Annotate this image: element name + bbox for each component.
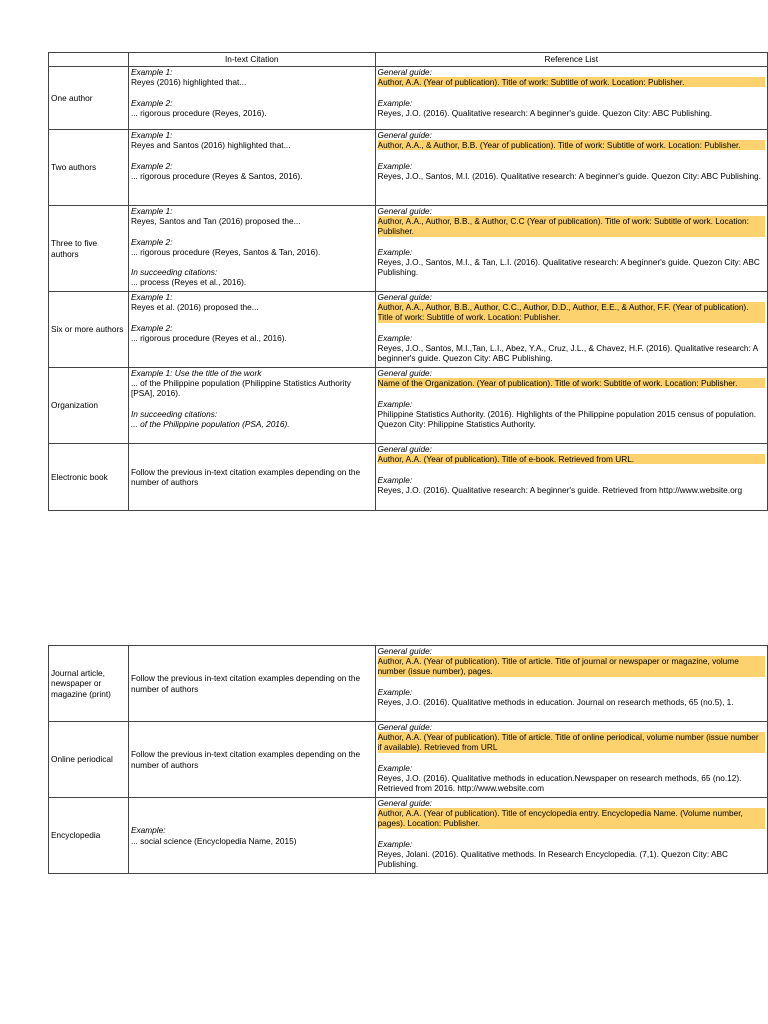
- label-line: Example:: [377, 838, 413, 849]
- table-row: [49, 67, 768, 130]
- intext-cell: [128, 368, 375, 444]
- line-spacer: [131, 399, 373, 409]
- reference-cell: [375, 130, 767, 206]
- table-row: [49, 206, 768, 292]
- label-line: Example:: [377, 474, 413, 485]
- line-spacer: [131, 87, 373, 97]
- row-category: One author: [49, 67, 129, 130]
- label-line: General guide:: [377, 722, 432, 732]
- label-line: Example:: [377, 97, 413, 108]
- intext-cell: [128, 798, 375, 874]
- text-line: ... rigorous procedure (Reyes & Santos, 2016).: [130, 170, 303, 181]
- highlighted-format-line: Author, A.A., & Author, B.B. (Year of publication). Title of work: Subtitle of work. Location: Publisher.: [378, 140, 765, 150]
- text-line: Reyes, J.O. (2016). Qualitative research: A beginner's guide. Quezon City: ABC Publishing.: [377, 107, 713, 118]
- line-spacer: [131, 150, 373, 160]
- row-category: Two authors: [49, 130, 129, 206]
- line-spacer: [378, 87, 765, 97]
- text-line: Reyes, J.O. (2016). Qualitative methods in education. Journal on research methods, 65 (no.5), 1.: [377, 697, 734, 707]
- text-line: ... rigorous procedure (Reyes, Santos & Tan, 2016).: [130, 246, 321, 257]
- label-line: Example 1: Use the title of the work: [130, 368, 262, 378]
- highlighted-format-line: Author, A.A. (Year of publication). Title of article. Title of online periodical, volume number (issue number if available). Retrieved from URL: [378, 732, 765, 752]
- intext-cell: [128, 444, 375, 511]
- row-category: Electronic book: [49, 444, 129, 511]
- reference-cell: [375, 646, 767, 722]
- text-line: ... process (Reyes et al., 2016).: [130, 277, 247, 288]
- text-line: Follow the previous in-text citation examples depending on the number of authors: [130, 673, 361, 694]
- citation-table-bottom: [48, 645, 768, 874]
- text-line: Reyes, Jolani. (2016). Qualitative methods. In Research Encyclopedia. (7,1). Quezon City: ABC Publishing.: [377, 849, 729, 870]
- text-line: Reyes (2016) highlighted that...: [130, 77, 247, 88]
- header-reference: Reference List: [375, 53, 767, 67]
- label-line: Example:: [377, 246, 413, 257]
- text-line: Reyes and Santos (2016) highlighted that...: [130, 140, 291, 151]
- row-category: Journal article, newspaper or magazine (print): [49, 646, 129, 722]
- row-category: Three to five authors: [49, 206, 129, 292]
- intext-cell: [128, 67, 375, 130]
- intext-cell: [128, 206, 375, 292]
- highlighted-format-line: Author, A.A., Author, B.B., & Author, C.C (Year of publication). Title of work: Subtitle of work. Location: Publisher.: [378, 216, 765, 236]
- label-line: Example 1:: [130, 130, 173, 140]
- reference-cell: [375, 67, 767, 130]
- label-line: Example:: [377, 762, 413, 773]
- line-spacer: [378, 237, 765, 247]
- reference-cell: [375, 368, 767, 444]
- label-line: Example:: [377, 686, 413, 697]
- table-row: [49, 444, 768, 511]
- label-line: Example 2:: [130, 236, 173, 247]
- label-line: General guide:: [377, 646, 432, 656]
- label-line: Example 2:: [130, 97, 173, 108]
- line-spacer: [378, 753, 765, 763]
- reference-cell: [375, 722, 767, 798]
- label-line: Example 2:: [130, 160, 173, 171]
- header-intext: In-text Citation: [128, 53, 375, 67]
- text-line: Reyes et al. (2016) proposed the...: [130, 302, 259, 313]
- text-line: ... of the Philippine population (Philippine Statistics Authority [PSA], 2016).: [130, 378, 351, 399]
- table-row: [49, 646, 768, 722]
- row-category: Six or more authors: [49, 292, 129, 368]
- label-line: Example 1:: [130, 67, 173, 77]
- text-line: Reyes, J.O. (2016). Qualitative methods in education.Newspaper on research methods, 65 (no.12). Retrieved from 2016. http://www.website.com: [377, 773, 742, 794]
- label-line: Example 1:: [130, 206, 173, 216]
- text-line: Follow the previous in-text citation examples depending on the number of authors: [130, 466, 361, 487]
- label-line: Example 1:: [130, 292, 173, 302]
- text-line: ... rigorous procedure (Reyes, 2016).: [130, 107, 267, 118]
- intext-cell: [128, 646, 375, 722]
- text-line: Follow the previous in-text citation examples depending on the number of authors: [130, 749, 361, 770]
- highlighted-format-line: Author, A.A. (Year of publication). Title of work: Subtitle of work. Location: Publisher.: [378, 77, 765, 87]
- label-line: In succeeding citations:: [130, 408, 218, 419]
- intext-cell: [128, 292, 375, 368]
- table-header-row: [49, 53, 768, 67]
- line-spacer: [131, 226, 373, 236]
- reference-cell: [375, 292, 767, 368]
- table-row: [49, 368, 768, 444]
- line-spacer: [378, 829, 765, 839]
- label-line: General guide:: [377, 206, 432, 216]
- line-spacer: [131, 257, 373, 267]
- label-line: Example 2:: [130, 322, 173, 333]
- highlighted-format-line: Name of the Organization. (Year of publication). Title of work: Subtitle of work. Location: Publisher.: [378, 378, 765, 388]
- text-line: Reyes, J.O., Santos, M.I., & Tan, L.I. (2016). Qualitative research: A beginner's guide. Quezon City: ABC Publishing.: [377, 257, 760, 278]
- intext-cell: [128, 130, 375, 206]
- label-line: General guide:: [377, 368, 432, 378]
- label-line: Example:: [377, 160, 413, 171]
- text-line: ... social science (Encyclopedia Name, 2015): [130, 835, 297, 846]
- table-row: [49, 798, 768, 874]
- line-spacer: [131, 312, 373, 322]
- table-row: [49, 722, 768, 798]
- highlighted-format-line: Author, A.A. (Year of publication). Title of article. Title of journal or newspaper or magazine, volume number (issue number), pages.: [378, 656, 765, 676]
- text-line: Philippine Statistics Authority. (2016). Highlights of the Philippine population 2015 census of population. Quezon City: Philippine Statistics Authority.: [377, 408, 757, 429]
- label-line: General guide:: [377, 292, 432, 302]
- text-line: Reyes, J.O., Santos, M.I. (2016). Qualitative research: A beginner's guide. Quezon City: ABC Publishing.: [377, 170, 761, 181]
- label-line: General guide:: [377, 130, 432, 140]
- row-category: Encyclopedia: [49, 798, 129, 874]
- text-line: ... rigorous procedure (Reyes et al., 2016).: [130, 332, 287, 343]
- intext-cell: [128, 722, 375, 798]
- label-line: General guide:: [377, 67, 432, 77]
- reference-cell: [375, 444, 767, 511]
- label-line: Example:: [377, 398, 413, 409]
- label-line: ... of the Philippine population (PSA, 2016).: [130, 419, 290, 429]
- label-line: Example:: [130, 825, 166, 836]
- row-category: Organization: [49, 368, 129, 444]
- label-line: Example:: [377, 332, 413, 343]
- line-spacer: [378, 388, 765, 398]
- citation-table-top: [48, 52, 768, 511]
- line-spacer: [378, 150, 765, 160]
- line-spacer: [378, 677, 765, 687]
- label-line: In succeeding citations:: [130, 267, 218, 278]
- line-spacer: [378, 464, 765, 474]
- highlighted-format-line: Author, A.A. (Year of publication). Title of encyclopedia entry. Encyclopedia Name. (Volume number, pages). Location: Publisher.: [378, 808, 765, 828]
- text-line: Reyes, J.O. (2016). Qualitative research: A beginner's guide. Retrieved from http://www.website.org: [377, 484, 743, 495]
- line-spacer: [378, 323, 765, 333]
- header-category: [49, 53, 129, 67]
- reference-cell: [375, 798, 767, 874]
- highlighted-format-line: Author, A.A., Author, B.B., Author, C.C., Author, D.D., Author, E.E., & Author, F.F. (Year of publication). Title of work: Subtitle of work. Location: Publisher.: [378, 302, 765, 322]
- row-category: Online periodical: [49, 722, 129, 798]
- text-line: Reyes, J.O., Santos, M.I.,Tan, L.I., Abez, Y.A., Cruz, J.L., & Chavez, H.F. (2016). Qualitative research: A beginner's guide. Quezon City: ABC Publishing.: [377, 343, 758, 364]
- label-line: General guide:: [377, 444, 432, 454]
- table-row: [49, 130, 768, 206]
- table-row: [49, 292, 768, 368]
- label-line: General guide:: [377, 798, 432, 808]
- highlighted-format-line: Author, A.A. (Year of publication). Title of e-book. Retrieved from URL.: [378, 454, 765, 464]
- reference-cell: [375, 206, 767, 292]
- text-line: Reyes, Santos and Tan (2016) proposed the...: [130, 216, 301, 227]
